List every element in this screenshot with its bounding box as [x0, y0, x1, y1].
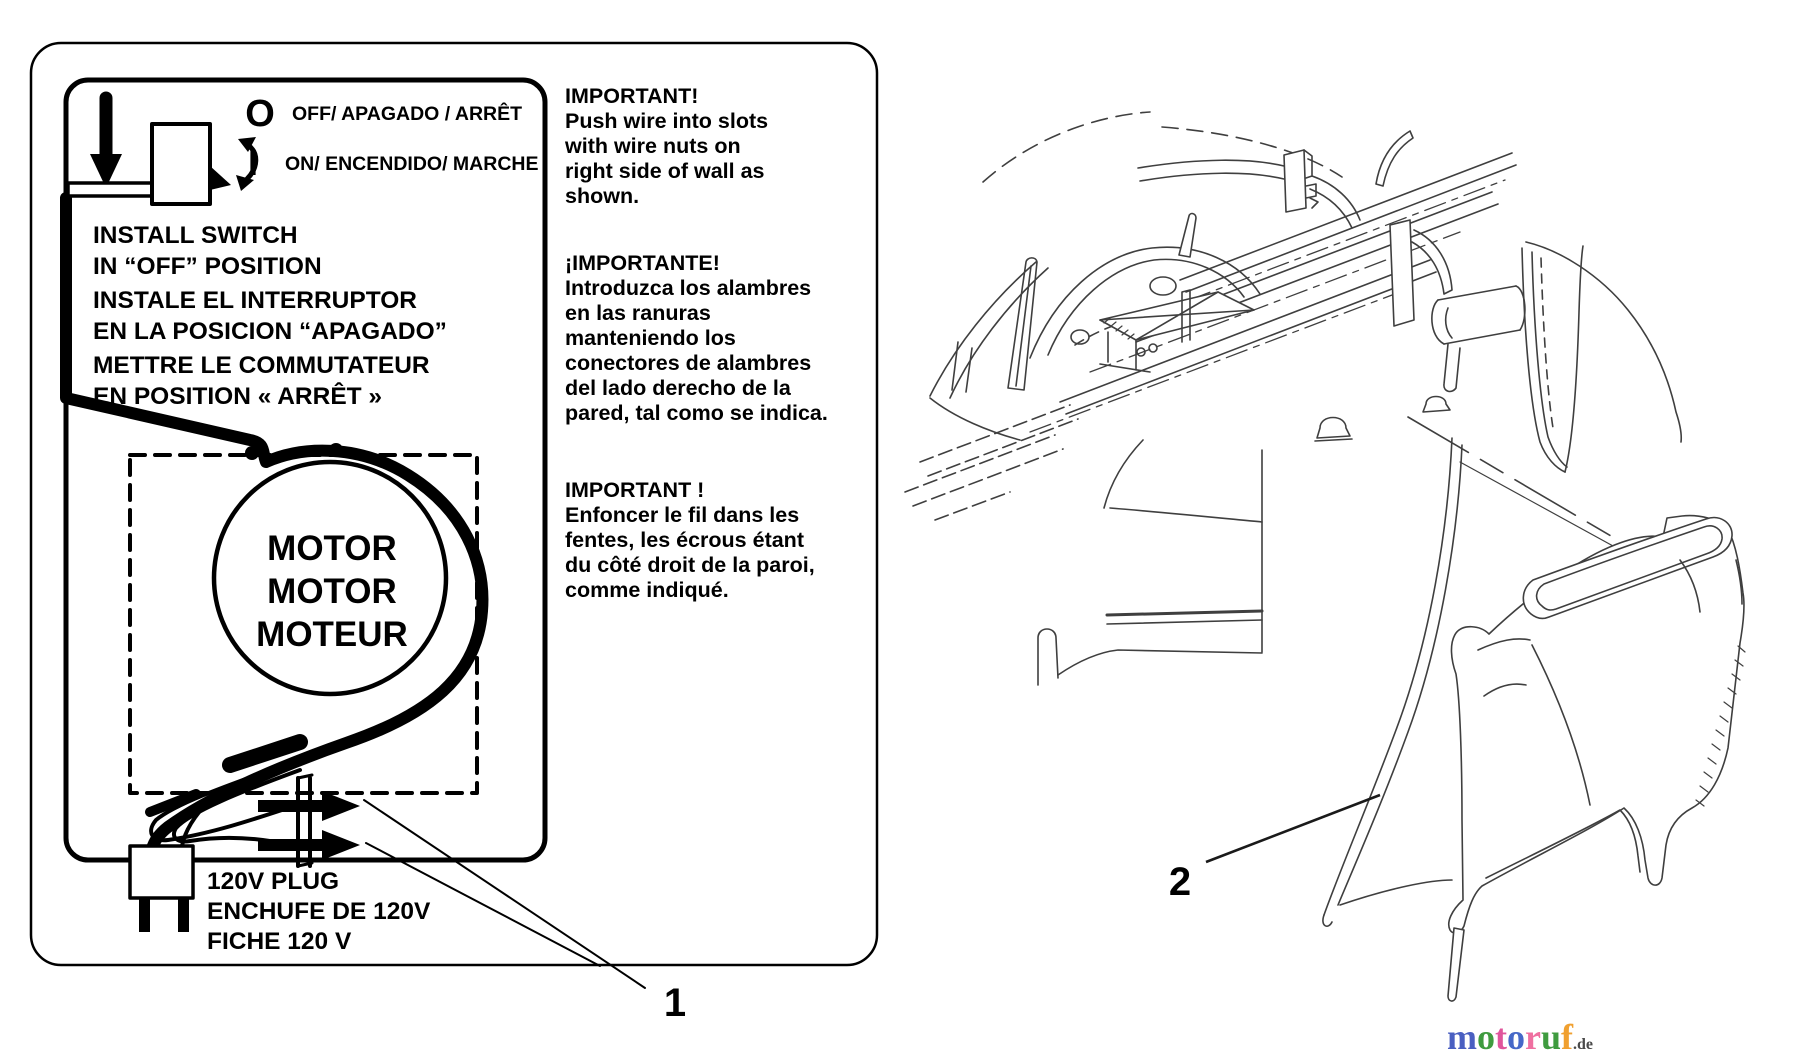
note-en-line: shown.: [565, 184, 640, 208]
note-en-line: with wire nuts on: [565, 134, 741, 158]
note-es-line: del lado derecho de la: [565, 376, 791, 400]
lower-wall-panel: [1038, 440, 1262, 685]
logo-letter: t: [1495, 1017, 1507, 1057]
cable-bracket-cylinder: [1315, 220, 1525, 441]
motor-label-es: MOTOR: [267, 572, 397, 611]
instruction-line: EN LA POSICION “APAGADO”: [93, 318, 447, 345]
callout-2-number: 2: [1168, 860, 1192, 904]
mount-band: [1140, 173, 1284, 181]
note-es-line: en las ranuras: [565, 301, 711, 325]
frame-rails: [905, 153, 1516, 520]
motor-label-fr: MOTEUR: [256, 615, 408, 654]
callout-2-leader: [1206, 795, 1380, 862]
note-es-title: ¡IMPORTANTE!: [565, 251, 720, 275]
note-en-line: Push wire into slots: [565, 109, 769, 133]
plug-body: [130, 846, 193, 898]
instruction-line: EN POSITION « ARRÊT »: [93, 383, 383, 410]
note-fr-line: fentes, les écrous étant: [565, 528, 804, 552]
mount-guide-line: [1408, 417, 1628, 546]
logo-letter: f: [1561, 1017, 1574, 1057]
logo-letter: r: [1525, 1017, 1541, 1057]
wire-nub: [245, 446, 259, 460]
note-es-line: manteniendo los: [565, 326, 736, 350]
deck-fin: [1008, 258, 1037, 390]
logo-letter: o: [1477, 1017, 1495, 1057]
note-fr-line: du côté droit de la paroi,: [565, 553, 815, 577]
note-en-title: IMPORTANT!: [565, 84, 699, 108]
note-es-line: conectores de alambres: [565, 351, 812, 375]
note-es-line: Introduzca los alambres: [565, 276, 812, 300]
note-fr-title: IMPORTANT !: [565, 478, 705, 502]
logo-letter: o: [1507, 1017, 1525, 1057]
plug-label-fr: FICHE 120 V: [207, 928, 352, 955]
plug-label-en: 120V PLUG: [207, 868, 340, 895]
note-fr-line: Enfoncer le fil dans les: [565, 503, 800, 527]
plug-prong: [178, 898, 189, 932]
switch-off-symbol: O: [245, 93, 275, 135]
discharge-cover-illustration: [1448, 516, 1745, 1001]
switch-off-text: OFF/ APAGADO / ARRÊT: [292, 103, 523, 125]
switch-body: [152, 124, 210, 204]
rear-fin: [1376, 131, 1413, 186]
instruction-line: INSTALL SWITCH: [93, 222, 298, 249]
motor-label-en: MOTOR: [267, 529, 397, 568]
logo-letter: m: [1447, 1017, 1477, 1057]
note-es-line: pared, tal como se indica.: [565, 401, 828, 425]
deck-front-edge: [930, 398, 1020, 440]
instruction-line: IN “OFF” POSITION: [93, 253, 322, 280]
logo-suffix: .de: [1573, 1036, 1594, 1053]
cover-left-foot: [1448, 928, 1464, 1001]
wire-nub: [329, 443, 343, 457]
hinge-bracket: [1284, 150, 1318, 212]
plug-label-es: ENCHUFE DE 120V: [207, 898, 431, 925]
deck-front-ribs: [952, 342, 972, 392]
instruction-line: METTRE LE COMMUTATEUR: [93, 352, 430, 379]
switch-on-symbol: I: [247, 142, 259, 183]
switch-mount-bar: [68, 183, 156, 196]
instruction-line: INSTALE EL INTERRUPTOR: [93, 287, 417, 314]
handle-arc-dashed: [983, 112, 1150, 182]
plug-prong: [139, 898, 150, 932]
mount-band: [1138, 160, 1284, 168]
note-fr-line: comme indiqué.: [565, 578, 729, 602]
handle-arc-dashed: [1162, 127, 1342, 177]
callout-1-number: 1: [663, 981, 687, 1025]
switch-on-text: ON/ ENCENDIDO/ MARCHE: [285, 153, 539, 175]
deck-corner-wall: [1323, 438, 1462, 926]
note-en-line: right side of wall as: [565, 159, 765, 183]
mount-guide-line: [1460, 462, 1624, 552]
logo-letter: u: [1540, 1017, 1562, 1057]
motoruf-logo: [1447, 1017, 1593, 1057]
discharge-opening-wall: [1522, 242, 1681, 472]
